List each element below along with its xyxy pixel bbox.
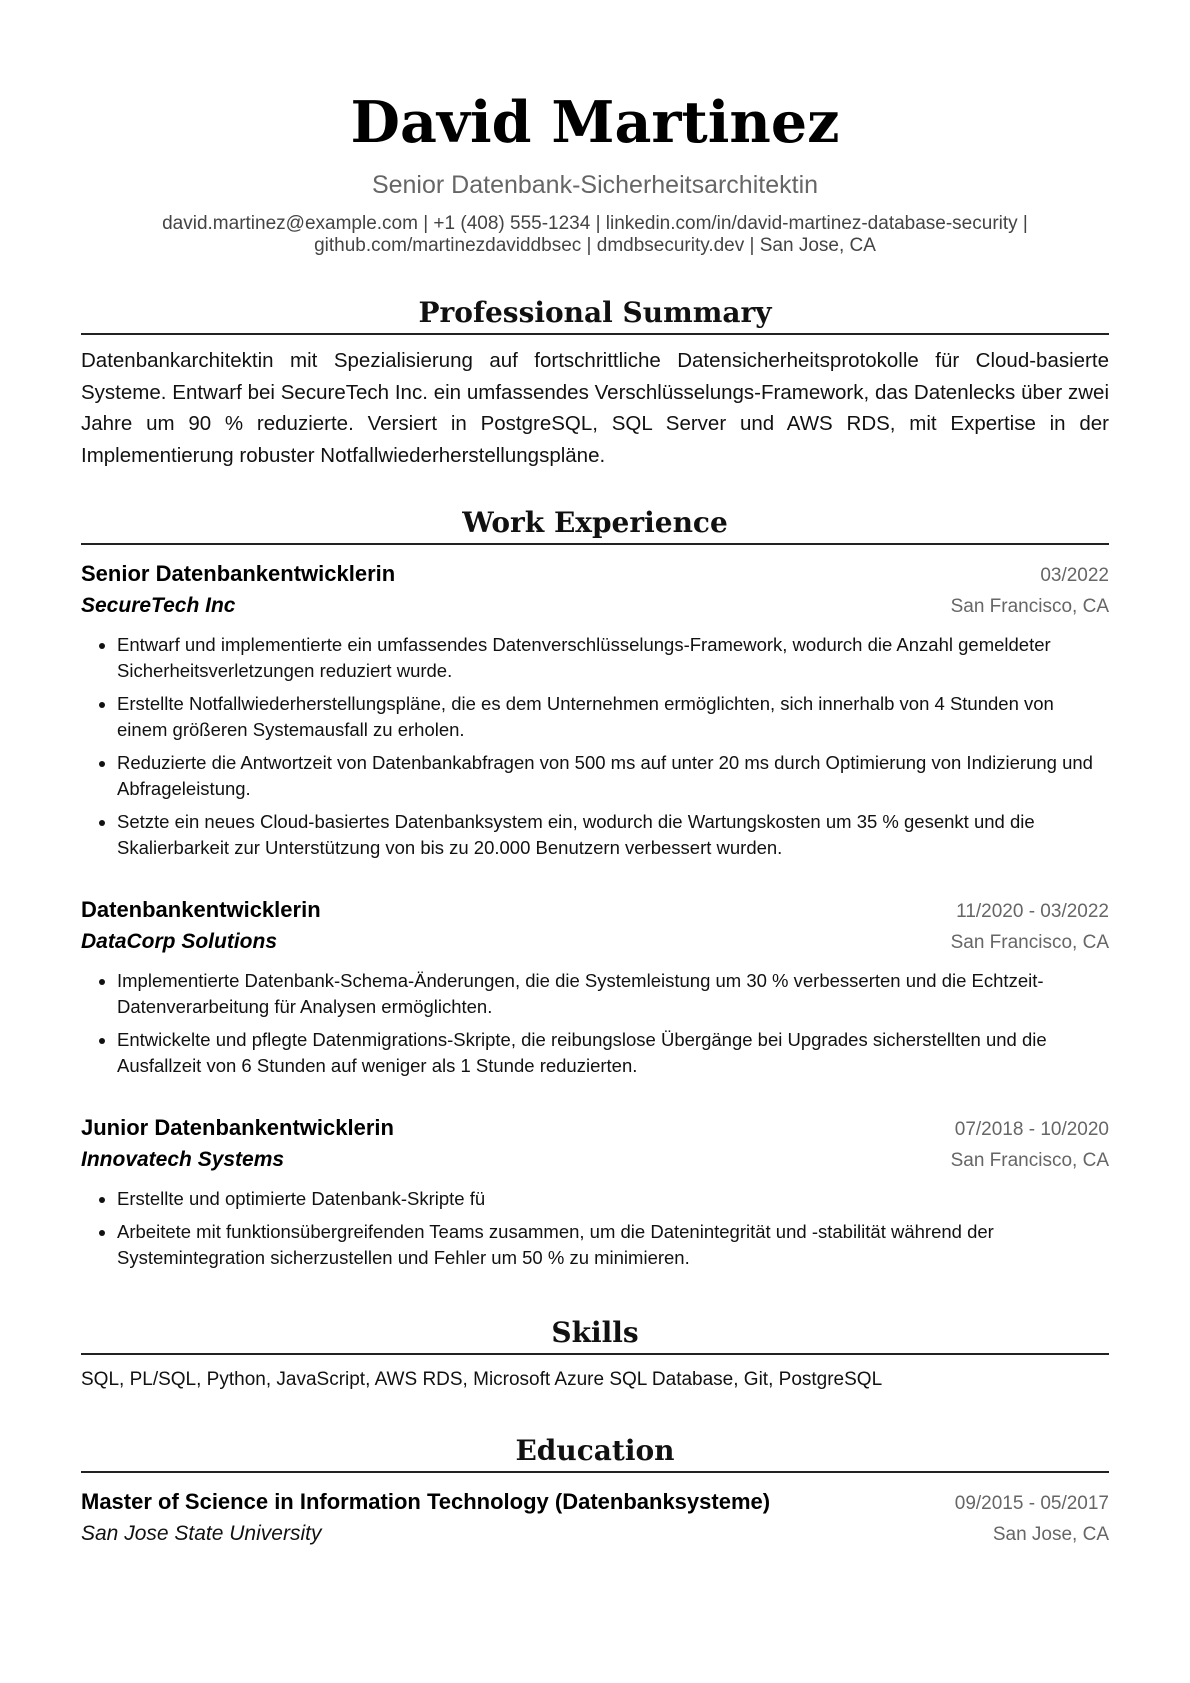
job-bullet: • Entwarf und implementierte ein umfassendes Datenverschlüsselungs-Framework, wodurch die Anzahl gemeldeter Sicherheitsverletzungen reduziert wurde. — [117, 632, 1109, 684]
candidate-title: Senior Datenbank-Sicherheitsarchitektin — [371, 171, 819, 199]
degree-title: Master of Science in Information Technology (Datenbanksysteme) — [81, 1489, 771, 1514]
job-bullets — [81, 968, 1109, 1079]
job-bullet: • Setzte ein neues Cloud-basiertes Datenbanksystem ein, wodurch die Wartungskosten um 35 % gesenkt und die Skalierbarkeit zur Unterstützung von bis zu 20.000 Benutzern verbessert wurden. — [117, 809, 1109, 861]
resume-header — [81, 0, 1109, 257]
job-bullet: • Entwickelte und pflegte Datenmigrations-Skripte, die reibungslose Übergänge bei Upgrades sicherstellten und die Ausfallzeit von 6 Stunden auf weniger als 1 Stunde reduzierten. — [117, 1027, 1109, 1079]
skills-section — [81, 1315, 1109, 1393]
education-location: San Jose, CA — [992, 1524, 1109, 1545]
job-location: San Francisco, CA — [950, 596, 1109, 617]
education-entry — [81, 1487, 1109, 1550]
job-title: Junior Datenbankentwicklerin — [81, 1115, 394, 1140]
job-bullet: • Implementierte Datenbank-Schema-Änderungen, die die Systemleistung um 30 % verbesserten und die Echtzeit-Datenverarbeitung für Analysen ermöglichten. — [117, 968, 1109, 1020]
education-date: 09/2015 - 05/2017 — [954, 1493, 1109, 1514]
experience-section — [81, 505, 1109, 1271]
experience-heading: Work Experience — [81, 505, 1109, 545]
skills-list: SQL, PL/SQL, Python, JavaScript, AWS RDS, Microsoft Azure SQL Database, Git, PostgreSQL — [81, 1369, 883, 1390]
job-bullets — [81, 1186, 1109, 1271]
job-bullet: • Erstellte und optimierte Datenbank-Skripte fü — [117, 1186, 1109, 1212]
job-location: San Francisco, CA — [950, 1150, 1109, 1171]
job-bullets — [81, 632, 1109, 861]
candidate-name: David Martinez — [350, 89, 840, 156]
job-bullet: • Arbeitete mit funktionsübergreifenden Teams zusammen, um die Datenintegrität und -stabilität während der Systemintegration sicherzustellen und Fehler um 50 % zu minimieren. — [117, 1219, 1109, 1271]
job-location: San Francisco, CA — [950, 932, 1109, 953]
education-heading: Education — [81, 1433, 1109, 1473]
job-company: DataCorp Solutions — [81, 930, 278, 953]
job-date: 11/2020 - 03/2022 — [956, 901, 1109, 922]
contact-info — [81, 213, 1109, 257]
education-section — [81, 1433, 1109, 1550]
contact-line-2: github.com/martinezdaviddbsec | dmdbsecurity.dev | San Jose, CA — [314, 235, 876, 256]
job-date: 07/2018 - 10/2020 — [954, 1119, 1109, 1140]
job-company: Innovatech Systems — [81, 1148, 285, 1171]
job-bullet: • Erstellte Notfallwiederherstellungspläne, die es dem Unternehmen ermöglichten, sich innerhalb von 4 Stunden von einem größeren Systemausfall zu erholen. — [117, 691, 1109, 743]
job-company: SecureTech Inc — [81, 594, 236, 617]
job-entry — [81, 895, 1109, 1079]
job-entry — [81, 1113, 1109, 1271]
school-name: San Jose State University — [81, 1522, 322, 1545]
job-entry — [81, 559, 1109, 861]
skills-heading: Skills — [81, 1315, 1109, 1355]
job-bullet: • Reduzierte die Antwortzeit von Datenbankabfragen von 500 ms auf unter 20 ms durch Optimierung von Indizierung und Abfrageleistung. — [117, 750, 1109, 802]
summary-section — [81, 295, 1109, 471]
job-title: Datenbankentwicklerin — [81, 897, 321, 922]
summary-heading: Professional Summary — [81, 295, 1109, 335]
job-date: 03/2022 — [1040, 565, 1109, 586]
job-title: Senior Datenbankentwicklerin — [81, 561, 396, 586]
contact-line-1: david.martinez@example.com | +1 (408) 555-1234 | linkedin.com/in/david-martinez-database-security | — [162, 213, 1028, 234]
summary-text: Datenbankarchitektin mit Spezialisierung auf fortschrittliche Datensicherheitsprotokolle für Cloud-basierte Systeme. Entwarf bei SecureTech Inc. ein umfassendes Verschlüsselungs-Framework, das Datenlecks über zwei Jahre um 90 % reduzierte. Versiert in PostgreSQL, SQL Server und AWS RDS, mit Expertise in der Implementierung robuster Notfallwiederherstellungspläne. — [81, 349, 1109, 467]
